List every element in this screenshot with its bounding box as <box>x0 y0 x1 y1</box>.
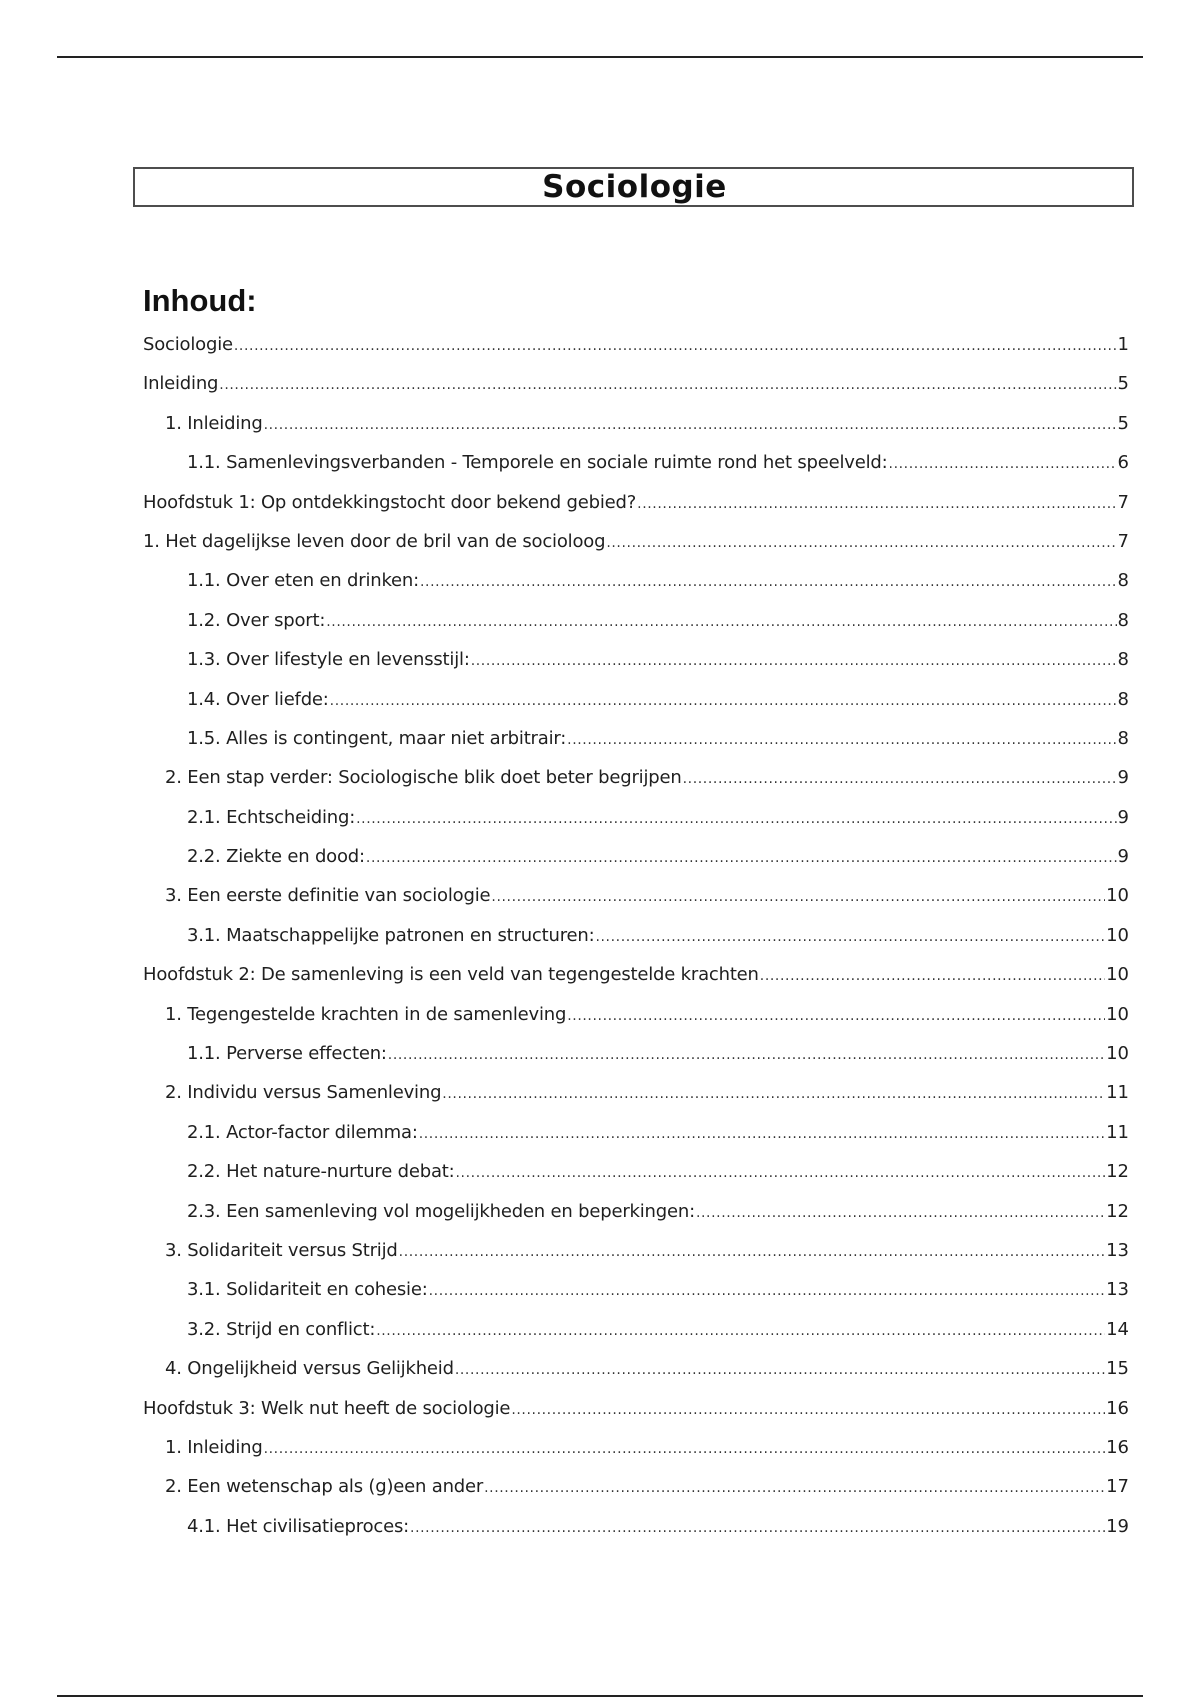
toc-dot-leader <box>595 929 1105 945</box>
toc-entry[interactable] <box>143 610 1129 649</box>
toc-heading: Inhoud: <box>143 283 257 318</box>
toc-dot-leader <box>491 889 1105 905</box>
toc-entry-page-number: 13 <box>1106 1279 1129 1301</box>
toc-entry-page-number: 5 <box>1117 412 1129 434</box>
toc-dot-leader <box>326 614 1116 630</box>
toc-entry-page-number: 14 <box>1106 1318 1129 1340</box>
toc-entry-page-number: 7 <box>1117 491 1129 513</box>
toc-entry-page-number: 9 <box>1117 806 1129 828</box>
toc-dot-leader <box>264 1441 1106 1457</box>
toc-entry-label: 3.1. Maatschappelijke patronen en structuren: <box>187 924 595 946</box>
toc-entry-page-number: 10 <box>1106 1043 1129 1065</box>
toc-entry-page-number: 15 <box>1106 1358 1129 1380</box>
toc-entry-label: 2.1. Echtscheiding: <box>187 806 356 828</box>
toc-entry-page-number: 9 <box>1117 767 1129 789</box>
toc-entry-page-number: 10 <box>1106 964 1129 986</box>
footer-rule <box>57 1695 1143 1697</box>
toc-entry-page-number: 9 <box>1117 846 1129 868</box>
toc-entry[interactable] <box>143 452 1129 491</box>
toc-entry[interactable] <box>143 1279 1129 1318</box>
toc-dot-leader <box>399 1244 1105 1260</box>
toc-entry-label: 1. Tegengestelde krachten in de samenleving <box>165 1003 567 1025</box>
toc-entry-page-number: 10 <box>1106 1003 1129 1025</box>
toc-entry-page-number: 10 <box>1106 924 1129 946</box>
toc-entry-label: 4.1. Het civilisatieproces: <box>187 1515 410 1537</box>
toc-entry[interactable] <box>143 1240 1129 1279</box>
toc-entry[interactable] <box>143 1398 1129 1437</box>
toc-entry-page-number: 12 <box>1106 1161 1129 1183</box>
toc-entry[interactable] <box>143 728 1129 767</box>
toc-entry[interactable] <box>143 1082 1129 1121</box>
toc-entry[interactable] <box>143 1516 1129 1555</box>
toc-dot-leader <box>455 1362 1105 1378</box>
toc-entry[interactable] <box>143 925 1129 964</box>
document-title-box <box>133 167 1134 207</box>
toc-dot-leader <box>442 1086 1105 1102</box>
toc-dot-leader <box>606 535 1116 551</box>
toc-dot-leader <box>420 574 1117 590</box>
toc-dot-leader <box>456 1165 1106 1181</box>
toc-entry[interactable] <box>143 1043 1129 1082</box>
toc-entry-page-number: 5 <box>1117 373 1129 395</box>
toc-entry-label: 1.1. Perverse effecten: <box>187 1043 387 1065</box>
toc-entry-label: 4. Ongelijkheid versus Gelijkheid <box>165 1358 454 1380</box>
toc-entry-label: 1. Inleiding <box>165 412 263 434</box>
toc-entry-label: 2.2. Het nature-nurture debat: <box>187 1161 455 1183</box>
toc-entry-page-number: 16 <box>1106 1436 1129 1458</box>
toc-entry[interactable] <box>143 413 1129 452</box>
toc-entry-page-number: 8 <box>1117 649 1129 671</box>
toc-entry[interactable] <box>143 964 1129 1003</box>
toc-entry[interactable] <box>143 885 1129 924</box>
toc-entry[interactable] <box>143 1004 1129 1043</box>
toc-entry-label: 1.5. Alles is contingent, maar niet arbitrair: <box>187 727 567 749</box>
toc-dot-leader <box>356 811 1116 827</box>
toc-entry-label: 1.1. Over eten en drinken: <box>187 570 419 592</box>
toc-entry[interactable] <box>143 689 1129 728</box>
toc-entry-label: Hoofdstuk 1: Op ontdekkingstocht door bekend gebied? <box>143 491 637 513</box>
toc-entry-page-number: 12 <box>1106 1200 1129 1222</box>
toc-entry-label: 2. Een stap verder: Sociologische blik doet beter begrijpen <box>165 767 682 789</box>
toc-entry[interactable] <box>143 334 1129 373</box>
table-of-contents <box>143 334 1129 1555</box>
toc-entry-label: 3. Een eerste definitie van sociologie <box>165 885 491 907</box>
toc-dot-leader <box>234 338 1117 354</box>
toc-dot-leader <box>511 1402 1105 1418</box>
toc-entry[interactable] <box>143 1476 1129 1515</box>
toc-entry-label: 2.1. Actor-factor dilemma: <box>187 1121 418 1143</box>
toc-dot-leader <box>567 732 1116 748</box>
toc-entry-label: 3. Solidariteit versus Strijd <box>165 1239 398 1261</box>
toc-dot-leader <box>696 1205 1105 1221</box>
toc-entry-label: Inleiding <box>143 373 219 395</box>
toc-dot-leader <box>471 653 1117 669</box>
toc-dot-leader <box>264 417 1117 433</box>
toc-entry-label: 1. Inleiding <box>165 1436 263 1458</box>
toc-entry-label: 3.2. Strijd en conflict: <box>187 1318 376 1340</box>
toc-entry[interactable] <box>143 1122 1129 1161</box>
document-title: Sociologie <box>542 169 727 205</box>
toc-entry-page-number: 10 <box>1106 885 1129 907</box>
toc-entry-label: 1.1. Samenlevingsverbanden - Temporele en sociale ruimte rond het speelveld: <box>187 452 888 474</box>
toc-dot-leader <box>567 1008 1105 1024</box>
toc-dot-leader <box>330 693 1117 709</box>
toc-entry-label: 1.4. Over liefde: <box>187 688 329 710</box>
toc-entry[interactable] <box>143 1161 1129 1200</box>
toc-entry[interactable] <box>143 1437 1129 1476</box>
toc-entry-label: 2.3. Een samenleving vol mogelijkheden en beperkingen: <box>187 1200 695 1222</box>
toc-entry[interactable] <box>143 807 1129 846</box>
toc-entry-page-number: 17 <box>1106 1476 1129 1498</box>
toc-entry[interactable] <box>143 570 1129 609</box>
toc-entry-label: 3.1. Solidariteit en cohesie: <box>187 1279 428 1301</box>
toc-entry-label: Hoofdstuk 3: Welk nut heeft de sociologie <box>143 1397 511 1419</box>
toc-entry-page-number: 7 <box>1117 530 1129 552</box>
toc-dot-leader <box>637 496 1116 512</box>
toc-entry-page-number: 6 <box>1117 452 1129 474</box>
toc-entry[interactable] <box>143 1201 1129 1240</box>
toc-entry[interactable] <box>143 373 1129 412</box>
toc-entry-label: 2.2. Ziekte en dood: <box>187 846 365 868</box>
toc-entry-label: 2. Individu versus Samenleving <box>165 1082 442 1104</box>
toc-entry-label: Hoofdstuk 2: De samenleving is een veld van tegengestelde krachten <box>143 964 759 986</box>
toc-entry-page-number: 8 <box>1117 570 1129 592</box>
toc-entry-page-number: 11 <box>1106 1121 1129 1143</box>
toc-entry-label: 1.3. Over lifestyle en levensstijl: <box>187 649 470 671</box>
toc-entry-label: 1.2. Over sport: <box>187 609 326 631</box>
toc-entry-page-number: 1 <box>1117 334 1129 355</box>
toc-entry-page-number: 11 <box>1106 1082 1129 1104</box>
toc-entry-page-number: 19 <box>1106 1515 1129 1537</box>
toc-dot-leader <box>388 1047 1105 1063</box>
toc-entry[interactable] <box>143 1319 1129 1358</box>
toc-entry-page-number: 8 <box>1117 727 1129 749</box>
toc-entry-label: Sociologie <box>143 334 233 355</box>
toc-dot-leader <box>484 1480 1105 1496</box>
toc-entry[interactable] <box>143 531 1129 570</box>
toc-entry-page-number: 13 <box>1106 1239 1129 1261</box>
toc-entry[interactable] <box>143 649 1129 688</box>
toc-dot-leader <box>429 1283 1106 1299</box>
toc-entry-page-number: 16 <box>1106 1397 1129 1419</box>
toc-entry-label: 1. Het dagelijkse leven door de bril van de socioloog <box>143 530 606 552</box>
toc-entry[interactable] <box>143 1358 1129 1397</box>
toc-entry[interactable] <box>143 846 1129 885</box>
toc-entry-page-number: 8 <box>1117 609 1129 631</box>
toc-entry[interactable] <box>143 492 1129 531</box>
toc-dot-leader <box>376 1323 1105 1339</box>
toc-entry-label: 2. Een wetenschap als (g)een ander <box>165 1476 484 1498</box>
toc-dot-leader <box>889 456 1117 472</box>
toc-dot-leader <box>683 771 1117 787</box>
toc-dot-leader <box>366 850 1117 866</box>
toc-dot-leader <box>419 1126 1105 1142</box>
toc-entry-page-number: 8 <box>1117 688 1129 710</box>
header-rule <box>57 56 1143 58</box>
toc-dot-leader <box>219 377 1116 393</box>
toc-entry[interactable] <box>143 767 1129 806</box>
toc-dot-leader <box>760 968 1105 984</box>
toc-dot-leader <box>410 1520 1105 1536</box>
